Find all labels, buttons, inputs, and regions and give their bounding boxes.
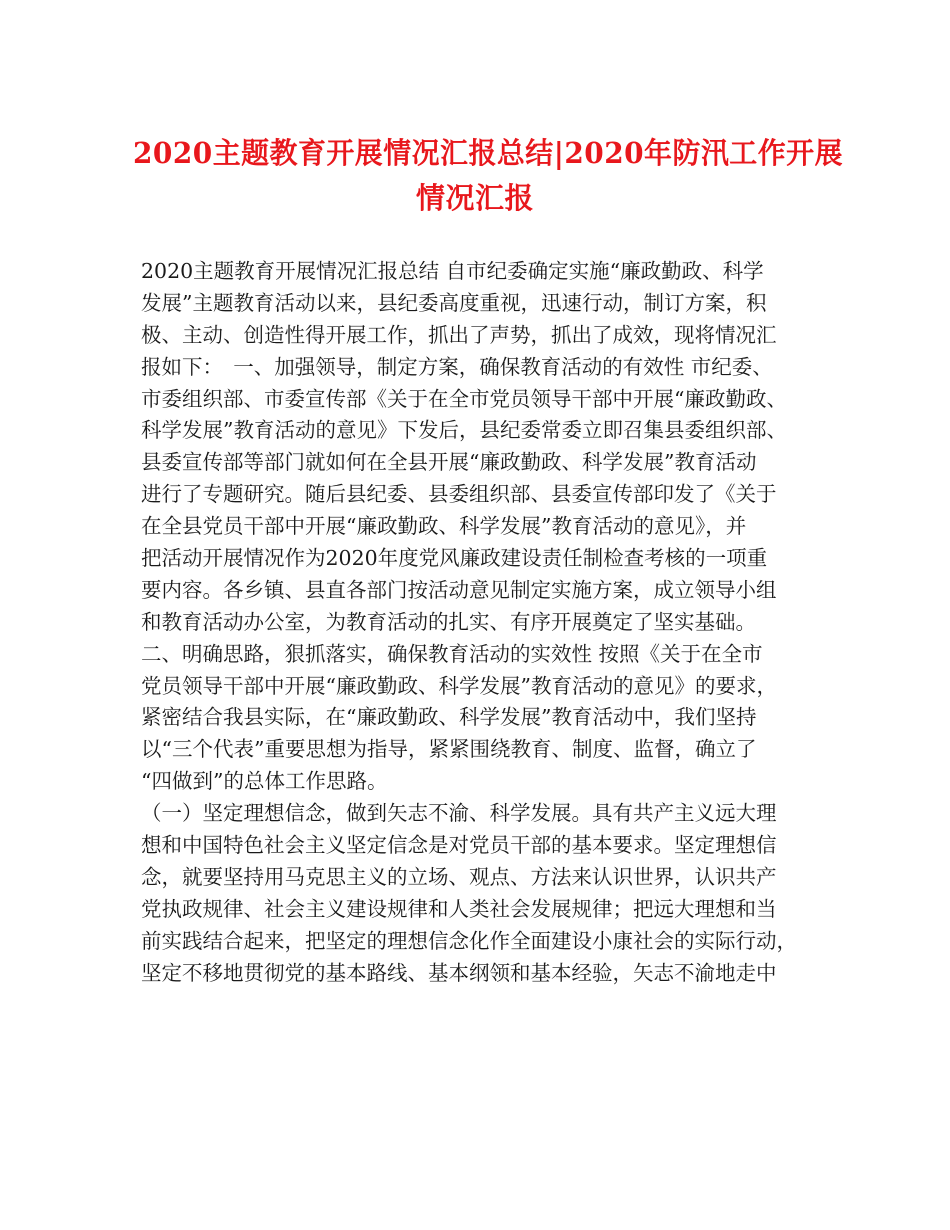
- body-line: 想和中国特色社会主义坚定信念是对党员干部的基本要求。坚定理想信: [141, 833, 777, 858]
- body-line: 党执政规律、社会主义建设规律和人类社会发展规律；把远大理想和当: [141, 896, 777, 921]
- body-line: 紧密结合我县实际，在“廉政勤政、科学发展”教育活动中，我们坚持: [141, 705, 757, 730]
- body-line: 2020主题教育开展情况汇报总结 自市纪委确定实施“廉政勤政、科学: [141, 259, 764, 283]
- body-line: 发展”主题教育活动以来，县纪委高度重视，迅速行动，制订方案，积: [141, 290, 767, 315]
- body-line: 县委宣传部等部门就如何在全县开展“廉政勤政、科学发展”教育活动: [141, 450, 757, 475]
- body-line: 和教育活动办公室，为教育活动的扎实、有序开展奠定了坚实基础。: [141, 609, 756, 634]
- body-line: 市委组织部、市委宣传部《关于在全市党员领导干部中开展“廉政勤政、: [141, 386, 787, 411]
- body-line: 党员领导干部中开展“廉政勤政、科学发展”教育活动的意见》的要求，: [141, 673, 777, 698]
- body-line: 极、主动、创造性得开展工作，抓出了声势，抓出了成效，现将情况汇: [141, 322, 777, 347]
- body-line: 科学发展”教育活动的意见》下发后，县纪委常委立即召集县委组织部、: [141, 418, 787, 443]
- document-title-line-1: 2020主题教育开展情况汇报总结|2020年防汛工作开展: [133, 136, 843, 170]
- body-line: 进行了专题研究。随后县纪委、县委组织部、县委宣传部印发了《关于: [141, 482, 777, 507]
- body-line: 坚定不移地贯彻党的基本路线、基本纲领和基本经验，矢志不渝地走中: [141, 960, 777, 985]
- body-line: 二、明确思路，狠抓落实，确保教育活动的实效性 按照《关于在全市: [141, 641, 763, 666]
- document-body: [141, 256, 831, 989]
- body-line: “四做到”的总体工作思路。: [141, 769, 388, 794]
- body-line: 在全县党员干部中开展“廉政勤政、科学发展”教育活动的意见》，并: [141, 514, 747, 539]
- document-title-line-2: 情况汇报: [415, 181, 534, 215]
- body-line: 报如下： 一、加强领导，制定方案，确保教育活动的有效性 市纪委、: [141, 354, 773, 379]
- body-line: 以“三个代表”重要思想为指导，紧紧围绕教育、制度、监督，确立了: [141, 737, 757, 762]
- body-line: （一）坚定理想信念，做到矢志不渝、科学发展。具有共产主义远大理: [141, 801, 777, 826]
- body-line: 前实践结合起来，把坚定的理想信念化作全面建设小康社会的实际行动，: [141, 928, 797, 953]
- body-line: 念，就要坚持用马克思主义的立场、观点、方法来认识世界，认识共产: [141, 864, 777, 889]
- body-line: 把活动开展情况作为2020年度党风廉政建设责任制检查考核的一项重: [141, 546, 768, 571]
- body-line: 要内容。各乡镇、县直各部门按活动意见制定实施方案，成立领导小组: [141, 577, 777, 602]
